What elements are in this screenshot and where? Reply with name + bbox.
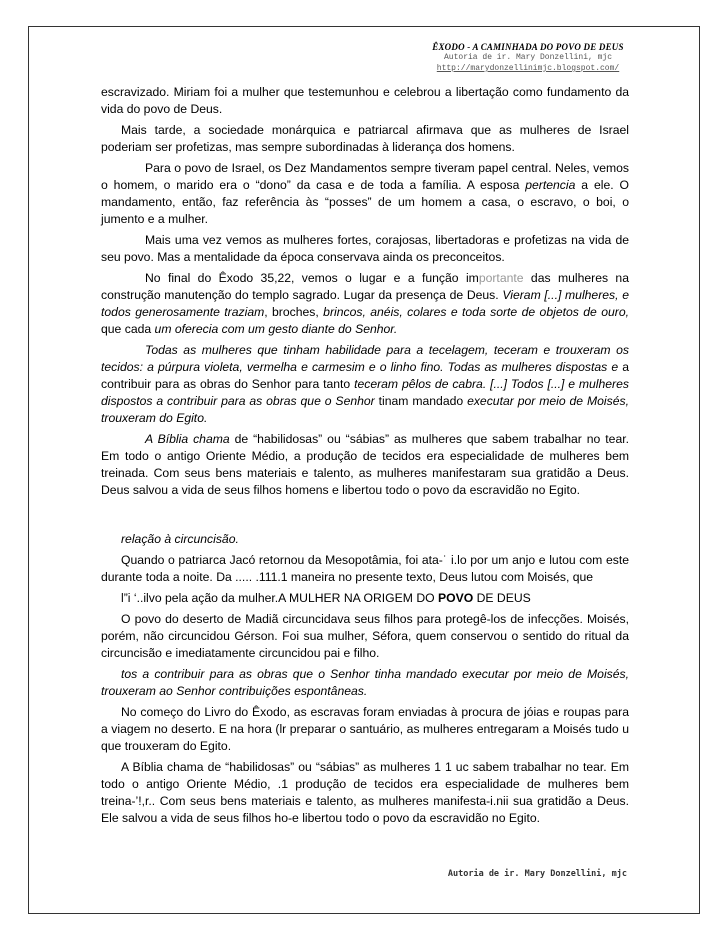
paragraph-11: O povo do deserto de Madiã circuncidava seus filhos para protegê-los de infecções. Moisés, porém, não circuncidou Gérson. Foi sua mulher, Séfora, quem conservou o sentido do ritual da circuncisão e imediatamente circuncidou pai e filho. <box>101 612 629 660</box>
page-header <box>428 42 628 74</box>
paragraph-5: No final do Êxodo 35,22, vemos o lugar e a função importante das mulheres na construção manutenção do templo sagrado. Lugar da presença de Deus. Vieram [...] mulheres, e todos generosamente traziam, broches, brincos, anéis, colares e toda sorte de objetos de ouro, que cada um oferecia com um gesto diante do Senhor. <box>101 271 629 336</box>
paragraph-9: Quando o patriarca Jacó retornou da Mesopotâmia, foi ata-˙ i.lo por um anjo e lutou com este durante toda a noite. Da ..... .111.1 maneira no presente texto, Deus lutou com Moisés, que <box>101 553 629 584</box>
header-title: ÊXODO - A CAMINHADA DO POVO DE DEUS <box>432 42 624 52</box>
paragraph-7: A Bíblia chama de “habilidosas” ou “sábias” as mulheres que sabem trabalhar no tear. Em todo o antigo Oriente Médio, a produção de tecidos era especialidade de mulheres bem treinada. Com seus bens materiais e talento, as mulheres manifestaram sua gratidão a Deus. Deus salvou a vida de seus filhos homens e libertou todo o povo da escravidão no Egito. <box>101 432 629 497</box>
paragraph-6: Todas as mulheres que tinham habilidade para a tecelagem, teceram e trouxeram os tecidos: a púrpura violeta, vermelha e carmesim e o linho fino. Todas as mulheres dispostas e a contribuir para as obras do Senhor para tanto teceram pêlos de cabra. [...] Todos [...] e mulheres dispostos a contribuir para as obras que o Senhor tinam mandado executar por meio de Moisés, trouxeram do Egito. <box>101 343 629 425</box>
spacer <box>101 503 629 531</box>
header-url-link[interactable]: http://marydonzellinimjc.blogspot.com/ <box>436 64 620 73</box>
paragraph-12: tos a contribuir para as obras que o Senhor tinha mandado executar por meio de Moisés, trouxeram ao Senhor contribuições espontâneas. <box>101 667 629 698</box>
paragraph-8: relação à circuncisão. <box>121 532 239 546</box>
paragraph-2: Mais tarde, a sociedade monárquica e patriarcal afirmava que as mulheres de Israel poderiam ser profetizas, mas sempre subordinadas à liderança dos homens. <box>101 123 629 154</box>
paragraph-13: No começo do Livro do Êxodo, as escravas foram enviadas à procura de jóias e roupas para a viagem no deserto. E na hora (lr preparar o santuário, as mulheres entregaram a Moisés tudo u que trouxeram do Egito. <box>101 705 629 753</box>
header-author: Autoria de ir. Mary Donzellini, mjc <box>443 53 613 62</box>
paragraph-4: Mais uma vez vemos as mulheres fortes, corajosas, libertadoras e profetizas na vida de seu povo. Mas a mentalidade da época conservava ainda os preconceitos. <box>101 233 629 264</box>
paragraph-14: A Bíblia chama de “habilidosas” ou “sábias” as mulheres 1 1 uc sabem trabalhar no tear. Em todo o antigo Oriente Médio, .1 produção de tecidos era especialidade de mulheres bem treina-’!,r.. Com seus bens materiais e talento, as mulheres manifesta-i.nii sua gratidão a Deus. Ele salvou a vida de seus filhos ho-e libertou todo o povo da escravidão no Egito. <box>101 760 629 825</box>
paragraph-1: escravizado. Miriam foi a mulher que testemunhou e celebrou a libertação como fundamento da vida do povo de Deus. <box>101 85 629 116</box>
paragraph-3: Para o povo de Israel, os Dez Mandamentos sempre tiveram papel central. Neles, vemos o homem, o marido era o “dono” da casa e de toda a família. A esposa pertencia a ele. O mandamento, então, faz referência às “posses” de um homem a casa, o escravo, o boi, o jumento e a mulher. <box>101 161 629 226</box>
document-body <box>101 84 629 831</box>
page-footer: Autoria de ir. Mary Donzellini, mjc <box>447 869 627 879</box>
paragraph-10: l”i ‘..ilvo pela ação da mulher.A MULHER NA ORIGEM DO POVO DE DEUS <box>121 591 531 605</box>
